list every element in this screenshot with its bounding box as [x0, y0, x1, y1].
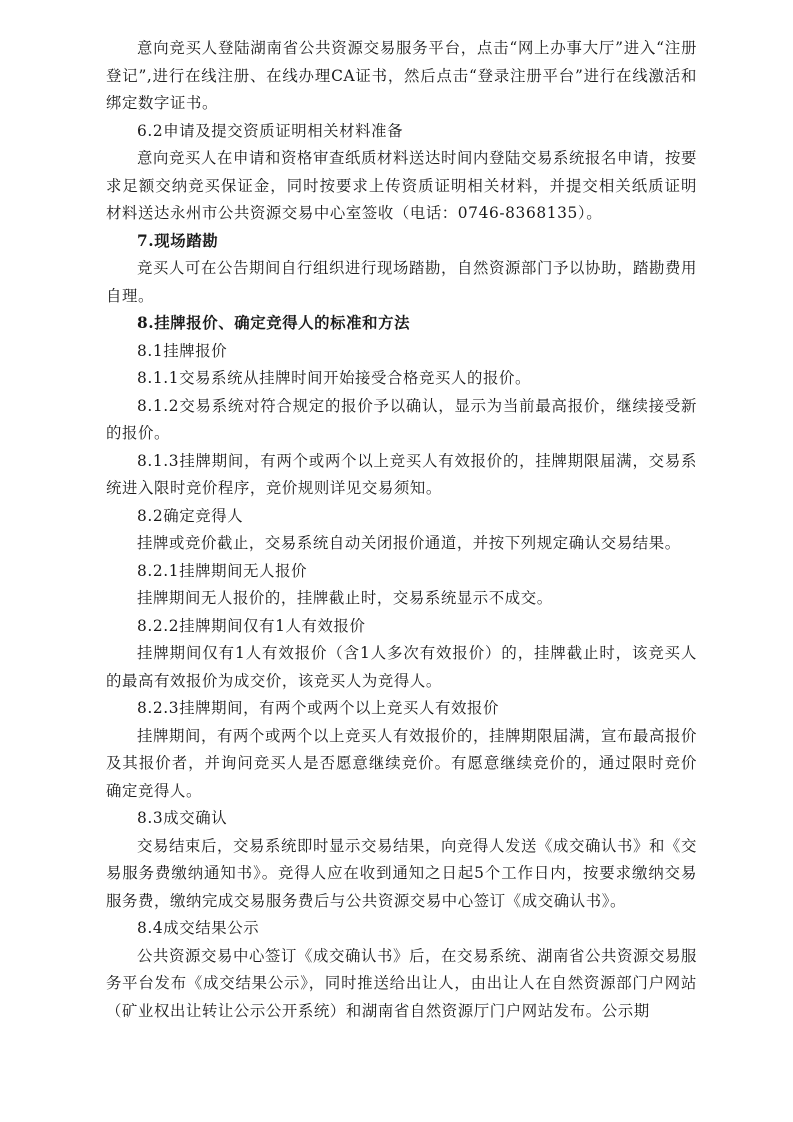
heading-8-2-1: 8.2.1挂牌期间无人报价: [137, 561, 308, 580]
heading-6-2: 6.2申请及提交资质证明相关材料准备: [137, 121, 404, 140]
heading-8-3: 8.3成交确认: [137, 809, 228, 827]
heading-8-4: 8.4成交结果公示: [137, 919, 260, 937]
heading-8-2-2: 8.2.2挂牌期间仅有1人有效报价: [137, 616, 366, 635]
heading-8-1: 8.1挂牌报价: [137, 341, 228, 360]
paragraph-8-1-1: 8.1.1交易系统从挂牌时间开始接受合格竞买人的报价。: [137, 369, 531, 387]
paragraph-site-visit: 竞买人可在公告期间自行组织进行现场踏勘，自然资源部门予以协助，踏勘费用自理。: [106, 259, 697, 305]
paragraph-registration: 意向竞买人登陆湖南省公共资源交易服务平台，点击“网上办事大厅”进入“注册登记”,进行在线注册、在线办理CA证书，然后点击“登录注册平台”进行在线激活和绑定数字证书。: [106, 39, 697, 112]
paragraph-8-2-1: 挂牌期间无人报价的，挂牌截止时，交易系统显示不成交。: [137, 589, 553, 607]
paragraph-8-2-2: 挂牌期间仅有1人有效报价（含1人多次有效报价）的，挂牌截止时，该竞买人的最高有效报价为成交价，该竞买人为竞得人。: [106, 644, 697, 690]
paragraph-8-1-3: 8.1.3挂牌期间，有两个或两个以上竞买人有效报价的，挂牌期限届满，交易系统进入限时竞价程序，竞价规则详见交易须知。: [106, 451, 697, 497]
heading-8-2: 8.2确定竞得人: [137, 506, 244, 525]
paragraph-8-1-2: 8.1.2交易系统对符合规定的报价予以确认，显示为当前最高报价，继续接受新的报价。: [106, 396, 697, 442]
paragraph-application: 意向竞买人在申请和资格审查纸质材料送达时间内登陆交易系统报名申请，按要求足额交纳竞买保证金，同时按要求上传资质证明相关材料，并提交相关纸质证明材料送达永州市公共资源交易中心室签收（电话：0746-8368135）。: [106, 149, 697, 222]
heading-8: 8.挂牌报价、确定竞得人的标准和方法: [137, 314, 411, 332]
paragraph-8-4: 公共资源交易中心签订《成交确认书》后，在交易系统、湖南省公共资源交易服务平台发布《成交结果公示》，同时推送给出让人，由出让人在自然资源部门户网站（矿业权出让转让公示公开系统）和湖南省自然资源厅门户网站发布。公示期: [106, 946, 697, 1020]
paragraph-8-3: 交易结束后，交易系统即时显示交易结果，向竞得人发送《成交确认书》和《交易服务费缴纳通知书》。竞得人应在收到通知之日起5个工作日内，按要求缴纳交易服务费，缴纳完成交易服务费后与公共资源交易中心签订《成交确认书》。: [106, 836, 697, 910]
paragraph-8-2: 挂牌或竞价截止，交易系统自动关闭报价通道，并按下列规定确认交易结果。: [137, 534, 681, 552]
heading-7: 7.现场踏勘: [137, 231, 219, 250]
paragraph-8-2-3: 挂牌期间，有两个或两个以上竞买人有效报价的，挂牌期限届满，宣布最高报价及其报价者，并询问竞买人是否愿意继续竞价。有愿意继续竞价的，通过限时竞价确定竞得人。: [106, 726, 697, 800]
heading-8-2-3: 8.2.3挂牌期间，有两个或两个以上竞买人有效报价: [137, 699, 499, 717]
